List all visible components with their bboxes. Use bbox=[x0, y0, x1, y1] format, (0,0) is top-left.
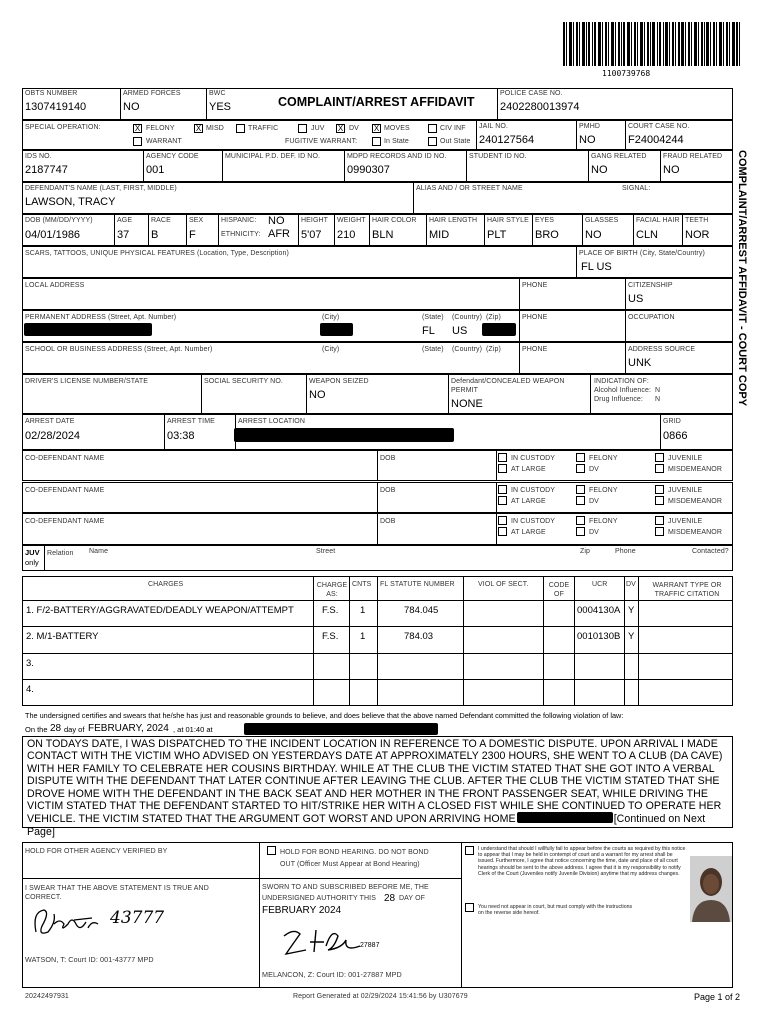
fugitive-warrant-label: FUGITIVE WARRANT: bbox=[285, 138, 358, 145]
charge-description: 4. bbox=[26, 684, 34, 695]
barcode bbox=[563, 22, 741, 68]
certify-text: The undersigned certifies and swears that he/she has just and reasonable grounds to believe, and does believe that the above named Defendant committed the following violation of law: bbox=[25, 711, 624, 720]
alias-label: ALIAS AND / OR STREET NAME bbox=[416, 185, 523, 192]
redacted-street bbox=[24, 323, 152, 336]
gang-value: NO bbox=[591, 164, 608, 176]
codefendant-name-label: CO-DEFENDANT NAME bbox=[25, 518, 105, 525]
court-case-value: F24004244 bbox=[628, 134, 684, 146]
civ-inf-label: CIV INF bbox=[440, 125, 466, 132]
felony-checkbox[interactable]: X bbox=[134, 124, 141, 133]
citizenship-label: CITIZENSHIP bbox=[628, 282, 673, 289]
ethnicity-value: AFR bbox=[268, 228, 290, 240]
school-zip-label: (Zip) bbox=[486, 346, 501, 353]
ucr-header: UCR bbox=[592, 581, 608, 588]
civ-inf-checkbox[interactable] bbox=[428, 124, 437, 133]
codefendant-felony-label: FELONY bbox=[589, 455, 618, 462]
traffic-checkbox[interactable] bbox=[236, 124, 245, 133]
local-address-label: LOCAL ADDRESS bbox=[25, 282, 85, 289]
codefendant-dv-checkbox[interactable] bbox=[576, 496, 585, 505]
ssn-label: SOCIAL SECURITY NO. bbox=[204, 378, 283, 385]
juv-relation-label: Relation bbox=[47, 550, 74, 557]
codefendant-name-label: CO-DEFENDANT NAME bbox=[25, 487, 105, 494]
footer-center: Report Generated at 02/29/2024 15:41:56 by U307679 bbox=[293, 993, 468, 1000]
misd-label: MISD bbox=[206, 125, 224, 132]
police-case-value: 2402280013974 bbox=[500, 101, 580, 113]
charge-dv: Y bbox=[628, 605, 635, 616]
jail-no-value: 240127564 bbox=[479, 134, 535, 146]
grid-value: 0866 bbox=[663, 430, 688, 442]
bwc-value: YES bbox=[209, 101, 232, 113]
school-phone-label: PHONE bbox=[522, 346, 548, 353]
height-label: HEIGHT bbox=[301, 217, 329, 224]
defendant-name-value: LAWSON, TRACY bbox=[25, 196, 116, 208]
codefendant-in-custody-checkbox[interactable] bbox=[498, 516, 507, 525]
hold-other-agency-label: HOLD FOR OTHER AGENCY VERIFIED BY bbox=[25, 848, 168, 855]
codefendant-misdemeanor-checkbox[interactable] bbox=[655, 527, 664, 536]
race-value: B bbox=[151, 229, 159, 241]
moves-checkbox[interactable]: X bbox=[373, 124, 380, 133]
codefendant-divider bbox=[377, 450, 378, 481]
bwc-label: BWC bbox=[209, 90, 226, 97]
person-photo-icon bbox=[690, 856, 732, 922]
juv-text: JUV bbox=[25, 548, 40, 557]
charge-ucr: 0004130A bbox=[577, 605, 621, 616]
mdpd-value: 0990307 bbox=[347, 164, 390, 176]
code-of-header: CODE OF bbox=[548, 582, 570, 598]
facial-hair-label: FACIAL HAIR bbox=[636, 217, 680, 224]
side-title: COMPLAINT/ARREST AFFIDAVIT - COURT COPY bbox=[736, 150, 748, 407]
codefendant-juvenile-checkbox[interactable] bbox=[655, 516, 664, 525]
codefendant-in-custody-label: IN CUSTODY bbox=[511, 518, 556, 525]
armed-forces-value: NO bbox=[123, 101, 140, 113]
out-state-label: Out State bbox=[440, 138, 471, 145]
height-value: 5'07 bbox=[301, 229, 322, 241]
alcohol-value: N bbox=[655, 387, 661, 394]
perm-state-label: (State) bbox=[422, 314, 444, 321]
perm-phone-label: PHONE bbox=[522, 314, 548, 321]
in-state-checkbox[interactable] bbox=[372, 137, 381, 146]
viol-header: VIOL OF SECT. bbox=[478, 581, 529, 588]
glasses-label: GLASSES bbox=[585, 217, 619, 224]
month-year: FEBRUARY, 2024 bbox=[88, 723, 169, 734]
narrative-body: ON TODAYS DATE, I WAS DISPATCHED TO THE INCIDENT LOCATION IN REFERENCE TO A DOMESTIC DISPUTE. UPON ARRIVAL I MADE CONTACT WITH THE VICTIM WHO ADVISED ON YESTERDAYS DATE AT APPROXIMATELY 2300 HOURS, SHE WENT TO A CLUB (DA CAVE) WITH HER FAMILY TO CELEBRATE HER COUSINS BIRTHDAY. WHILE AT THE CLUB THE VICTIM STATED THAT SHE GOT INTO A VERBAL DISPUTE WITH THE DEFENDANT THAT LATER CONTINUE AFTER LEAVING THE CLUB. AFTER THE CLUB THE VICTIM STATED THAT SHE DROVE HOME WITH THE DEFENDANT IN THE BACK SEAT AND HER MOTHER IN THE FRONT PASSENGER SEAT, WHILE DRIVING THE VICTIM STATED THAT THE DEFENDANT STARTED TO HIT/STRIKE HER WITH A CLOSED FIST WHILE SHE CONTINUED TO OPERATE HER VEHICLE. THE VICTIM STATED THAT THE ARGUMENT GOT WORST AND UPON ARRIVING HOME bbox=[27, 738, 723, 826]
drug-label: Drug Influence: bbox=[594, 396, 643, 403]
cnts-header: CNTS bbox=[352, 581, 372, 588]
juv-phone-label: Phone bbox=[615, 548, 636, 555]
codefendant-felony-checkbox[interactable] bbox=[576, 485, 585, 494]
hair-color-value: BLN bbox=[372, 229, 394, 241]
understand-text: I understand that should I willfully fail to appear before the courts as required by this notice to appear that I may be held in contempt of court and a warrant for my arrest shall be issued. Furthermore, I agree that notice concerning the time, date and place of all court hearings should be sent to the above address. I agree that it is my responsibility to notify Clerk of the Court (Juveniles notify Juvenile Division) anytime that my address changes. bbox=[478, 846, 686, 877]
sex-label: SEX bbox=[189, 217, 204, 224]
hair-style-label: HAIR STYLE bbox=[487, 217, 529, 224]
out-state-checkbox[interactable] bbox=[428, 137, 437, 146]
narrative-continued: [Continued on Next Page] bbox=[27, 813, 706, 838]
facial-hair-value: CLN bbox=[636, 229, 659, 241]
scars-label: SCARS, TATTOOS, UNIQUE PHYSICAL FEATURES (Location, Type, Description) bbox=[25, 250, 289, 257]
at-time: , at 01:40 at bbox=[173, 725, 213, 734]
footer-left: 20242497931 bbox=[25, 993, 69, 1000]
codefendant-divider bbox=[496, 513, 497, 544]
codefendant-dv-label: DV bbox=[589, 529, 599, 536]
perm-state-value: FL bbox=[422, 325, 435, 337]
school-state-label: (State) bbox=[422, 346, 444, 353]
codefendant-juvenile-label: JUVENILE bbox=[668, 518, 703, 525]
permanent-address-label: PERMANENT ADDRESS (Street, Apt. Number) bbox=[25, 314, 177, 321]
concealed-value: NONE bbox=[451, 398, 483, 410]
codefendant-felony-checkbox[interactable] bbox=[576, 516, 585, 525]
sex-value: F bbox=[189, 229, 196, 241]
swear-label: I SWEAR THAT THE ABOVE STATEMENT IS TRUE AND CORRECT. bbox=[25, 885, 209, 901]
codefendant-felony-label: FELONY bbox=[589, 518, 618, 525]
misd-checkbox[interactable]: X bbox=[195, 124, 202, 133]
form-title: COMPLAINT/ARREST AFFIDAVIT bbox=[278, 95, 475, 109]
hold-bond-label-2: OUT (Officer Must Appear at Bond Hearing) bbox=[280, 861, 420, 868]
student-label: STUDENT ID NO. bbox=[469, 153, 527, 160]
fraud-label: FRAUD RELATED bbox=[663, 153, 723, 160]
eyes-value: BRO bbox=[535, 229, 559, 241]
defendant-photo bbox=[690, 856, 732, 922]
signal-label: SIGNAL: bbox=[622, 185, 651, 192]
teeth-value: NOR bbox=[685, 229, 710, 241]
perm-city-label: (City) bbox=[322, 314, 340, 321]
hispanic-value: NO bbox=[268, 215, 285, 227]
arrest-time-label: ARREST TIME bbox=[167, 418, 215, 425]
codefendant-juvenile-label: JUVENILE bbox=[668, 487, 703, 494]
not-appear-checkbox[interactable] bbox=[465, 903, 474, 912]
municipal-label: MUNICIPAL P.D. DEF. ID NO. bbox=[225, 153, 321, 160]
citizenship-value: US bbox=[628, 293, 644, 305]
address-source-value: UNK bbox=[628, 357, 652, 369]
arrest-time-value: 03:38 bbox=[167, 430, 195, 442]
codefendant-dob-label: DOB bbox=[380, 455, 396, 462]
school-country-label: (Country) bbox=[452, 346, 483, 353]
indication-label: INDICATION OF: bbox=[594, 378, 649, 385]
charge-counts: 1 bbox=[360, 631, 366, 642]
juv-only-text: only bbox=[25, 558, 39, 567]
local-phone-label: PHONE bbox=[522, 282, 548, 289]
special-operation-label: SPECIAL OPERATION: bbox=[25, 124, 101, 131]
felony-label: FELONY bbox=[146, 125, 175, 132]
agency-value: 001 bbox=[146, 164, 165, 176]
sworn-label-2: UNDERSIGNED AUTHORITY THIS bbox=[262, 895, 376, 902]
ids-value: 2187747 bbox=[25, 164, 68, 176]
codefendant-in-custody-checkbox[interactable] bbox=[498, 453, 507, 462]
juv-zip-label: Zip bbox=[580, 548, 591, 555]
fl-statute-header: FL STATUTE NUMBER bbox=[380, 581, 455, 588]
warrant-checkbox[interactable] bbox=[133, 137, 142, 146]
court-case-label: COURT CASE NO. bbox=[628, 123, 690, 130]
charge-statute: 784.045 bbox=[404, 605, 439, 616]
arrest-date-value: 02/28/2024 bbox=[25, 430, 81, 442]
concealed-label-2: PERMIT bbox=[451, 387, 479, 394]
sworn-month: FEBRUARY 2024 bbox=[262, 905, 342, 916]
sworn-day-of-label: DAY OF bbox=[399, 895, 426, 902]
pmhd-value: NO bbox=[579, 134, 596, 146]
agency-label: AGENCY CODE bbox=[146, 153, 199, 160]
obts-label: OBTS NUMBER bbox=[25, 90, 78, 97]
barcode-number: 1100739768 bbox=[602, 69, 651, 78]
codefendant-at-large-checkbox[interactable] bbox=[498, 527, 507, 536]
juv-street-label: Street bbox=[316, 548, 336, 555]
school-city-label: (City) bbox=[322, 346, 340, 353]
on-the-label: On the bbox=[25, 725, 48, 734]
drivers-license-label: DRIVER'S LICENSE NUMBER/STATE bbox=[25, 378, 148, 385]
occupation-label: OCCUPATION bbox=[628, 314, 675, 321]
hold-bond-checkbox[interactable] bbox=[267, 846, 276, 855]
codefendant-misdemeanor-label: MISDEMEANOR bbox=[668, 498, 722, 505]
pob-value: FL US bbox=[581, 261, 612, 273]
fraud-value: NO bbox=[663, 164, 680, 176]
narrative-text bbox=[27, 738, 727, 838]
codefendant-misdemeanor-label: MISDEMEANOR bbox=[668, 529, 722, 536]
pob-label: PLACE OF BIRTH (City, State/Country) bbox=[579, 250, 705, 257]
juv-contacted-label: Contacted? bbox=[692, 548, 729, 555]
codefendant-divider bbox=[496, 482, 497, 513]
officer-name: WATSON, T: Court ID: 001-43777 MPD bbox=[25, 955, 154, 964]
notary-signature-image bbox=[280, 922, 390, 958]
address-source-label: ADDRESS SOURCE bbox=[628, 346, 696, 353]
codefendant-juvenile-label: JUVENILE bbox=[668, 455, 703, 462]
arrest-date-label: ARREST DATE bbox=[25, 418, 75, 425]
sworn-label-1: SWORN TO AND SUBSCRIBED BEFORE ME, THE bbox=[262, 884, 429, 891]
perm-country-value: US bbox=[452, 325, 468, 337]
warrant-label: WARRANT bbox=[146, 138, 182, 145]
codefendant-name-label: CO-DEFENDANT NAME bbox=[25, 455, 105, 462]
hair-color-label: HAIR COLOR bbox=[372, 217, 417, 224]
charge-description: 2. M/1-BATTERY bbox=[26, 631, 99, 642]
codefendant-dob-label: DOB bbox=[380, 487, 396, 494]
codefendant-divider bbox=[496, 450, 497, 481]
codefendant-dv-label: DV bbox=[589, 466, 599, 473]
ethnicity-label: ETHNICITY: bbox=[221, 231, 261, 238]
juv-checkbox[interactable] bbox=[298, 124, 307, 133]
row-local-address bbox=[22, 278, 733, 310]
codefendant-at-large-label: AT LARGE bbox=[511, 466, 546, 473]
charge-as: F.S. bbox=[322, 605, 339, 616]
charge-statute: 784.03 bbox=[404, 631, 434, 642]
dv-checkbox[interactable]: X bbox=[337, 124, 344, 133]
sworn-day: 28 bbox=[384, 893, 396, 904]
codefendant-at-large-checkbox[interactable] bbox=[498, 496, 507, 505]
codefendant-misdemeanor-checkbox[interactable] bbox=[655, 464, 664, 473]
redacted-zip bbox=[482, 323, 516, 336]
notary-name: MELANCON, Z: Court ID: 001-27887 MPD bbox=[262, 970, 402, 979]
armed-forces-label: ARMED FORCES bbox=[123, 90, 181, 97]
redacted-city bbox=[320, 323, 353, 336]
moves-label: MOVES bbox=[384, 125, 410, 132]
hair-style-value: PLT bbox=[487, 229, 507, 241]
codefendant-felony-checkbox[interactable] bbox=[576, 453, 585, 462]
codefendant-felony-label: FELONY bbox=[589, 487, 618, 494]
footer-page: Page 1 of 2 bbox=[694, 992, 741, 1002]
arrest-location-label: ARREST LOCATION bbox=[238, 418, 305, 425]
jail-no-label: JAIL NO. bbox=[479, 123, 508, 130]
redacted-incident-location bbox=[244, 723, 438, 735]
notary-signature-number: 27887 bbox=[360, 942, 380, 949]
codefendant-in-custody-checkbox[interactable] bbox=[498, 485, 507, 494]
day-of-label: day of bbox=[64, 725, 85, 734]
dv-label: DV bbox=[349, 125, 359, 132]
dv-header: DV bbox=[626, 581, 636, 588]
traffic-label: TRAFFIC bbox=[248, 125, 279, 132]
mdpd-label: MDPD RECORDS AND ID NO. bbox=[347, 153, 447, 160]
weapon-seized-label: WEAPON SEIZED bbox=[309, 378, 369, 385]
pmhd-label: PMHD bbox=[579, 123, 601, 130]
codefendant-divider bbox=[377, 482, 378, 513]
race-label: RACE bbox=[151, 217, 171, 224]
gang-label: GANG RELATED bbox=[591, 153, 647, 160]
weight-label: WEIGHT bbox=[337, 217, 366, 224]
police-case-label: POLICE CASE NO. bbox=[500, 90, 563, 97]
drug-value: N bbox=[655, 396, 661, 403]
obts-value: 1307419140 bbox=[25, 101, 87, 113]
hold-bond-label-1: HOLD FOR BOND HEARING. DO NOT BOND bbox=[280, 849, 429, 856]
codefendant-misdemeanor-checkbox[interactable] bbox=[655, 496, 664, 505]
teeth-label: TEETH bbox=[685, 217, 709, 224]
charge-as: F.S. bbox=[322, 631, 339, 642]
dob-label: DOB (MM/DD/YYYY) bbox=[25, 217, 93, 224]
charge-counts: 1 bbox=[360, 605, 366, 616]
codefendant-at-large-label: AT LARGE bbox=[511, 529, 546, 536]
codefendant-juvenile-checkbox[interactable] bbox=[655, 485, 664, 494]
ids-label: IDS NO. bbox=[25, 153, 52, 160]
age-value: 37 bbox=[117, 229, 130, 241]
juv-name-label: Name bbox=[89, 548, 109, 555]
codefendant-divider bbox=[377, 513, 378, 544]
dob-value: 04/01/1986 bbox=[25, 229, 81, 241]
redacted-arrest-location bbox=[234, 428, 454, 442]
concealed-label-1: Defendant/CONCEALED WEAPON bbox=[451, 378, 565, 385]
codefendant-dob-label: DOB bbox=[380, 518, 396, 525]
charges-header: CHARGES bbox=[148, 581, 184, 588]
age-label: AGE bbox=[117, 217, 133, 224]
codefendant-dv-checkbox[interactable] bbox=[576, 527, 585, 536]
redacted-home-address bbox=[517, 812, 613, 823]
codefendant-at-large-checkbox[interactable] bbox=[498, 464, 507, 473]
understand-checkbox[interactable] bbox=[465, 846, 474, 855]
school-address-label: SCHOOL OR BUSINESS ADDRESS (Street, Apt. Number) bbox=[25, 346, 213, 353]
hispanic-label: HISPANIC: bbox=[221, 217, 257, 224]
not-appear-text: You need not appear in court, but must comply with the instructions on the reverse side hereof. bbox=[478, 904, 633, 917]
hair-length-value: MID bbox=[429, 229, 450, 241]
codefendant-dv-checkbox[interactable] bbox=[576, 464, 585, 473]
officer-signature-number: 43777 bbox=[110, 908, 165, 928]
codefendant-in-custody-label: IN CUSTODY bbox=[511, 487, 556, 494]
charge-as-header: CHARGE AS: bbox=[316, 582, 348, 598]
warrant-type-header: WARRANT TYPE OR TRAFFIC CITATION bbox=[652, 582, 722, 598]
charge-description: 1. F/2-BATTERY/AGGRAVATED/DEADLY WEAPON/ATTEMPT bbox=[26, 605, 294, 616]
eyes-label: EYES bbox=[535, 217, 555, 224]
codefendant-dv-label: DV bbox=[589, 498, 599, 505]
hair-length-label: HAIR LENGTH bbox=[429, 217, 478, 224]
perm-zip-label: (Zip) bbox=[486, 314, 501, 321]
alcohol-label: Alcohol Influence: bbox=[594, 387, 652, 394]
codefendant-misdemeanor-label: MISDEMEANOR bbox=[668, 466, 722, 473]
weight-value: 210 bbox=[337, 229, 356, 241]
defendant-name-label: DEFENDANT'S NAME (LAST, FIRST, MIDDLE) bbox=[25, 185, 177, 192]
codefendant-at-large-label: AT LARGE bbox=[511, 498, 546, 505]
codefendant-juvenile-checkbox[interactable] bbox=[655, 453, 664, 462]
grid-label: GRID bbox=[663, 418, 681, 425]
weapon-seized-value: NO bbox=[309, 389, 326, 401]
notary-signature bbox=[280, 922, 390, 958]
charge-dv: Y bbox=[628, 631, 635, 642]
charge-description: 3. bbox=[26, 658, 34, 669]
charge-ucr: 0010130B bbox=[577, 631, 621, 642]
glasses-value: NO bbox=[585, 229, 602, 241]
perm-country-label: (Country) bbox=[452, 314, 483, 321]
barcode-bars bbox=[563, 22, 741, 68]
in-state-label: In State bbox=[384, 138, 409, 145]
juv-label: JUV bbox=[311, 125, 325, 132]
codefendant-in-custody-label: IN CUSTODY bbox=[511, 455, 556, 462]
day-number: 28 bbox=[50, 723, 62, 734]
